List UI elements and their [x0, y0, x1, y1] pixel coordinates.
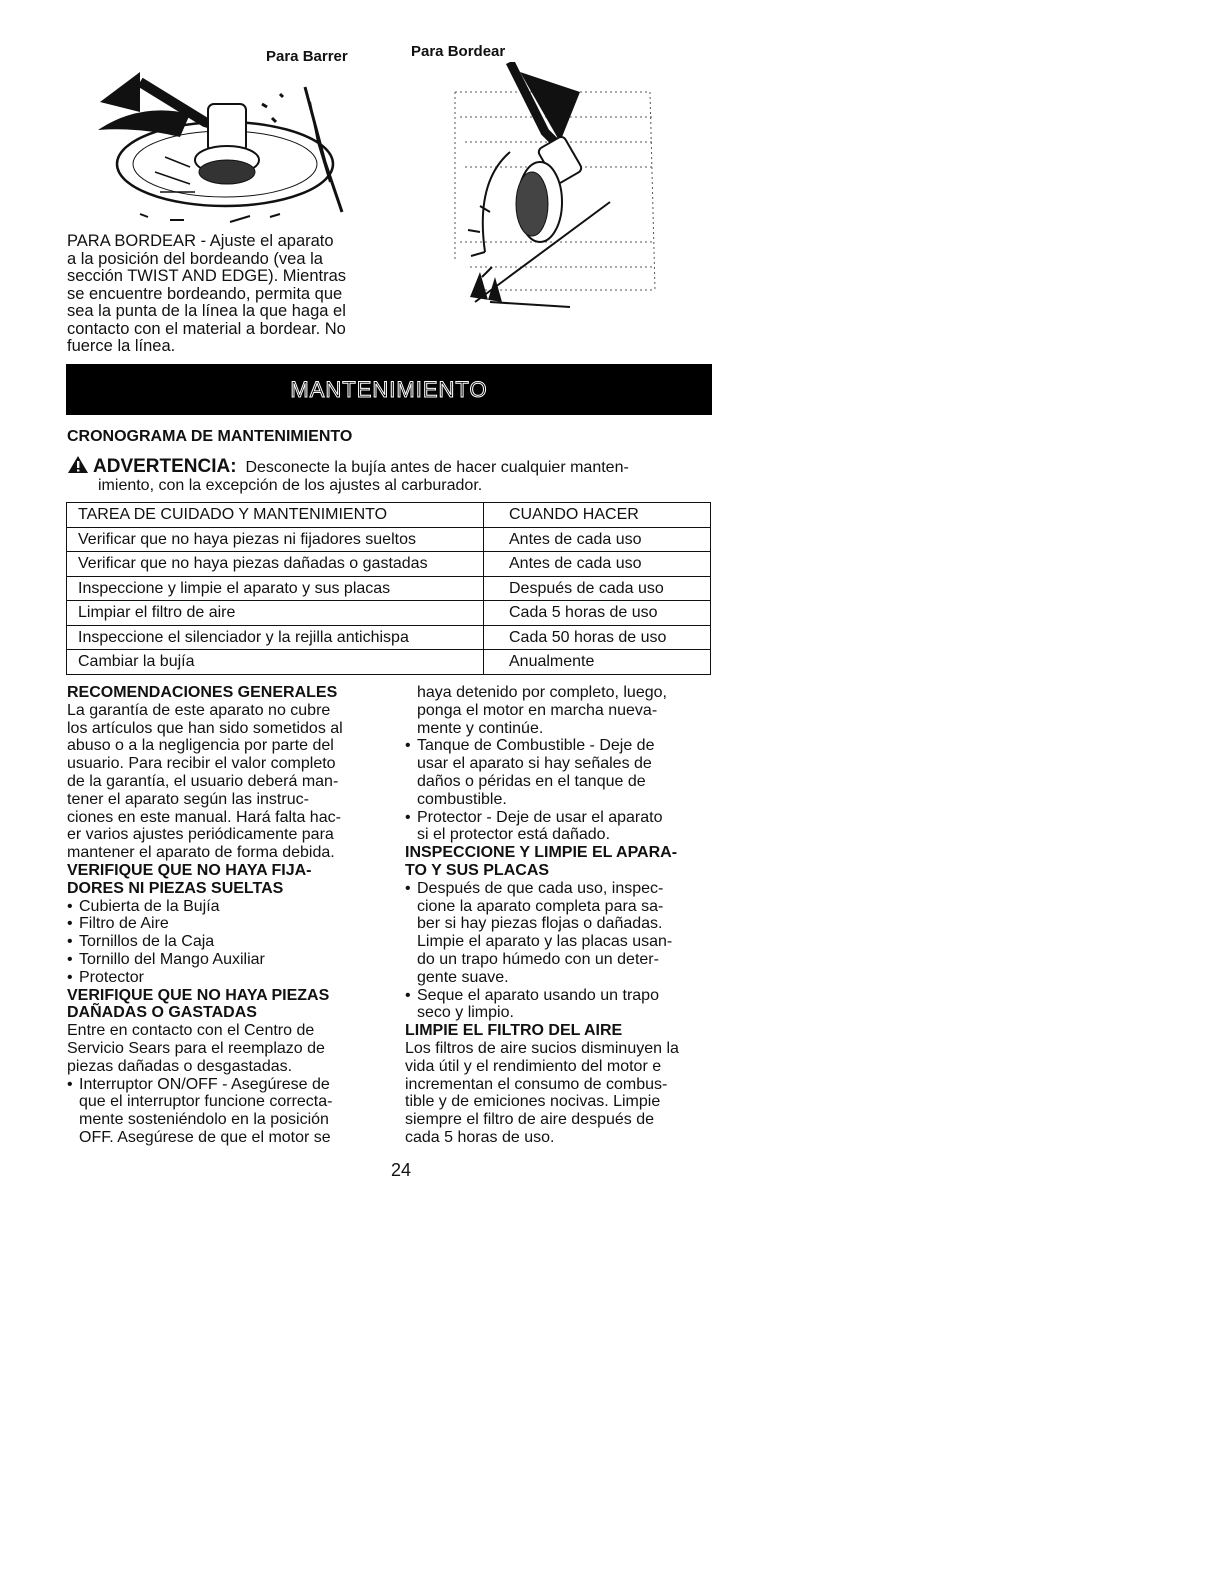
intro-line: PARA BORDEAR - Ajuste el aparato [67, 232, 334, 250]
table-cell: Cambiar la bujía [67, 650, 484, 675]
list-item-cont: ponga el motor en marcha nueva- [417, 701, 658, 719]
paragraph-line: er varios ajustes periódicamente para [67, 826, 334, 844]
paragraph-line: siempre el filtro de aire después de [405, 1111, 655, 1129]
table-cell: Antes de cada uso [484, 552, 711, 577]
edging-instructions [67, 233, 387, 356]
list-item-cont: mente y continúe. [417, 719, 544, 737]
maintenance-table [66, 502, 711, 675]
page-number: 24 [391, 1160, 412, 1180]
table-cell: Anualmente [484, 650, 711, 675]
list-item-cont: mente sosteniéndolo en la posición [79, 1111, 329, 1129]
schedule-title: CRONOGRAMA DE MANTENIMIENTO [67, 428, 353, 445]
intro-line: a la posición del bordeando (vea la [67, 249, 323, 268]
table-cell: Limpiar el filtro de aire [67, 601, 484, 626]
table-cell: Verificar que no haya piezas dañadas o gastadas [67, 552, 484, 577]
paragraph-line: Servicio Sears para el reemplazo de [67, 1039, 325, 1057]
list-item: • Tornillo del Mango Auxiliar [67, 951, 387, 969]
warning-text-cont: imiento, con la excepción de los ajustes al carburador. [98, 477, 483, 494]
warning-heading: ADVERTENCIA: [93, 456, 237, 477]
section-heading: DORES NI PIEZAS SUELTAS [67, 879, 284, 897]
table-row [67, 552, 711, 577]
warning-text: Desconecte la bujía antes de hacer cualquier manten- [245, 459, 629, 476]
list-item-cont: que el interruptor funcione correcta- [79, 1093, 333, 1111]
list-item: • Protector [67, 969, 387, 987]
section-heading: DAÑADAS O GASTADAS [67, 1004, 257, 1022]
figure-label-edge: Para Bordear [411, 43, 506, 60]
table-header-row [67, 503, 711, 528]
list-item: • Seque el aparato usando un trapo [405, 987, 725, 1005]
table-cell: Antes de cada uso [484, 527, 711, 552]
list-item-cont: do un trapo húmedo con un deter- [417, 950, 659, 968]
paragraph-line: Entre en contacto con el Centro de [67, 1022, 315, 1040]
left-column [67, 684, 387, 1147]
list-item-cont: gente suave. [417, 968, 509, 986]
intro-line: contacto con el material a bordear. No [67, 319, 346, 338]
sweeping-illustration [80, 42, 370, 232]
paragraph-line: usuario. Para recibir el valor completo [67, 755, 336, 773]
intro-line: fuerce la línea. [67, 337, 176, 355]
table-cell: Cada 5 horas de uso [484, 601, 711, 626]
table-row [67, 650, 711, 675]
paragraph-line: de la garantía, el usuario deberá man- [67, 772, 339, 790]
table-cell: Inspeccione y limpie el aparato y sus placas [67, 576, 484, 601]
inspection-list [405, 880, 725, 1022]
banner-title: MANTENIMIENTO [290, 377, 488, 402]
list-item: • Protector - Deje de usar el aparato [405, 809, 725, 827]
paragraph-line: tible y de emiciones nocivas. Limpie [405, 1093, 661, 1111]
table-row [67, 576, 711, 601]
table-cell: Después de cada uso [484, 576, 711, 601]
section-heading: INSPECCIONE Y LIMPIE EL APARA- [405, 844, 678, 862]
table-row [67, 625, 711, 650]
list-item: • Cubierta de la Bujía [67, 898, 387, 916]
list-item: • Después de que cada uso, inspec- [405, 880, 725, 898]
table-cell: Cada 50 horas de uso [484, 625, 711, 650]
paragraph-line: los artículos que han sido sometidos al [67, 719, 343, 737]
paragraph-line: abuso o a la negligencia por parte del [67, 737, 334, 755]
section-heading: LIMPIE EL FILTRO DEL AIRE [405, 1022, 623, 1040]
list-item-cont: haya detenido por completo, luego, [417, 684, 667, 701]
warning-block [67, 455, 717, 495]
right-column [405, 684, 725, 1147]
table-header: TAREA DE CUIDADO Y MANTENIMIENTO [67, 503, 484, 528]
table-header: CUANDO HACER [484, 503, 711, 528]
paragraph-line: La garantía de este aparato no cubre [67, 701, 331, 719]
intro-line: sección TWIST AND EDGE). Mientras [67, 267, 347, 285]
table-cell: Verificar que no haya piezas ni fijadores sueltos [67, 527, 484, 552]
list-item-cont: Limpie el aparato y las placas usan- [417, 933, 673, 951]
paragraph-line: incrementan el consumo de combus- [405, 1075, 668, 1093]
list-item: • Interruptor ON/OFF - Asegúrese de [67, 1076, 387, 1094]
intro-line: sea la punta de la línea la que haga el [67, 302, 346, 320]
loose-parts-list [67, 898, 387, 987]
list-item-cont: ber si hay piezas flojas o dañadas. [417, 915, 663, 933]
paragraph-line: cada 5 horas de uso. [405, 1128, 555, 1146]
list-item: • Tornillos de la Caja [67, 933, 387, 951]
list-item: • Filtro de Aire [67, 915, 387, 933]
figure-label-sweep: Para Barrer [266, 48, 348, 65]
section-heading: VERIFIQUE QUE NO HAYA PIEZAS [67, 986, 330, 1004]
section-banner [66, 364, 712, 415]
list-item-cont: cione la aparato completa para sa- [417, 897, 664, 915]
list-item-cont: usar el aparato si hay señales de [417, 755, 652, 773]
paragraph-line: Los filtros de aire sucios disminuyen la [405, 1039, 679, 1057]
edging-illustration [450, 62, 665, 317]
table-row [67, 601, 711, 626]
list-item-cont: si el protector está dañado. [417, 826, 611, 844]
paragraph-line: tener el aparato según las instruc- [67, 790, 309, 808]
damaged-parts-list [67, 1076, 387, 1147]
paragraph-line: piezas dañadas o desgastadas. [67, 1057, 293, 1075]
paragraph-line: vida útil y el rendimiento del motor e [405, 1057, 662, 1075]
section-heading: RECOMENDACIONES GENERALES [67, 684, 338, 701]
continued-list [405, 684, 725, 844]
section-heading: VERIFIQUE QUE NO HAYA FIJA- [67, 861, 312, 879]
warning-icon [67, 455, 89, 474]
section-heading: TO Y SUS PLACAS [405, 861, 550, 879]
intro-line: se encuentre bordeando, permita que [67, 284, 343, 303]
list-item-cont: combustible. [417, 790, 507, 808]
list-item: • Tanque de Combustible - Deje de [405, 737, 725, 755]
table-row [67, 527, 711, 552]
paragraph-line: ciones en este manual. Hará falta hac- [67, 808, 341, 826]
list-item-cont: seco y limpio. [417, 1004, 514, 1022]
paragraph-line: mantener el aparato de forma debida. [67, 844, 335, 862]
list-item-cont: daños o péridas en el tanque de [417, 772, 646, 790]
list-item-cont: OFF. Asegúrese de que el motor se [79, 1128, 331, 1146]
table-cell: Inspeccione el silenciador y la rejilla antichispa [67, 625, 484, 650]
